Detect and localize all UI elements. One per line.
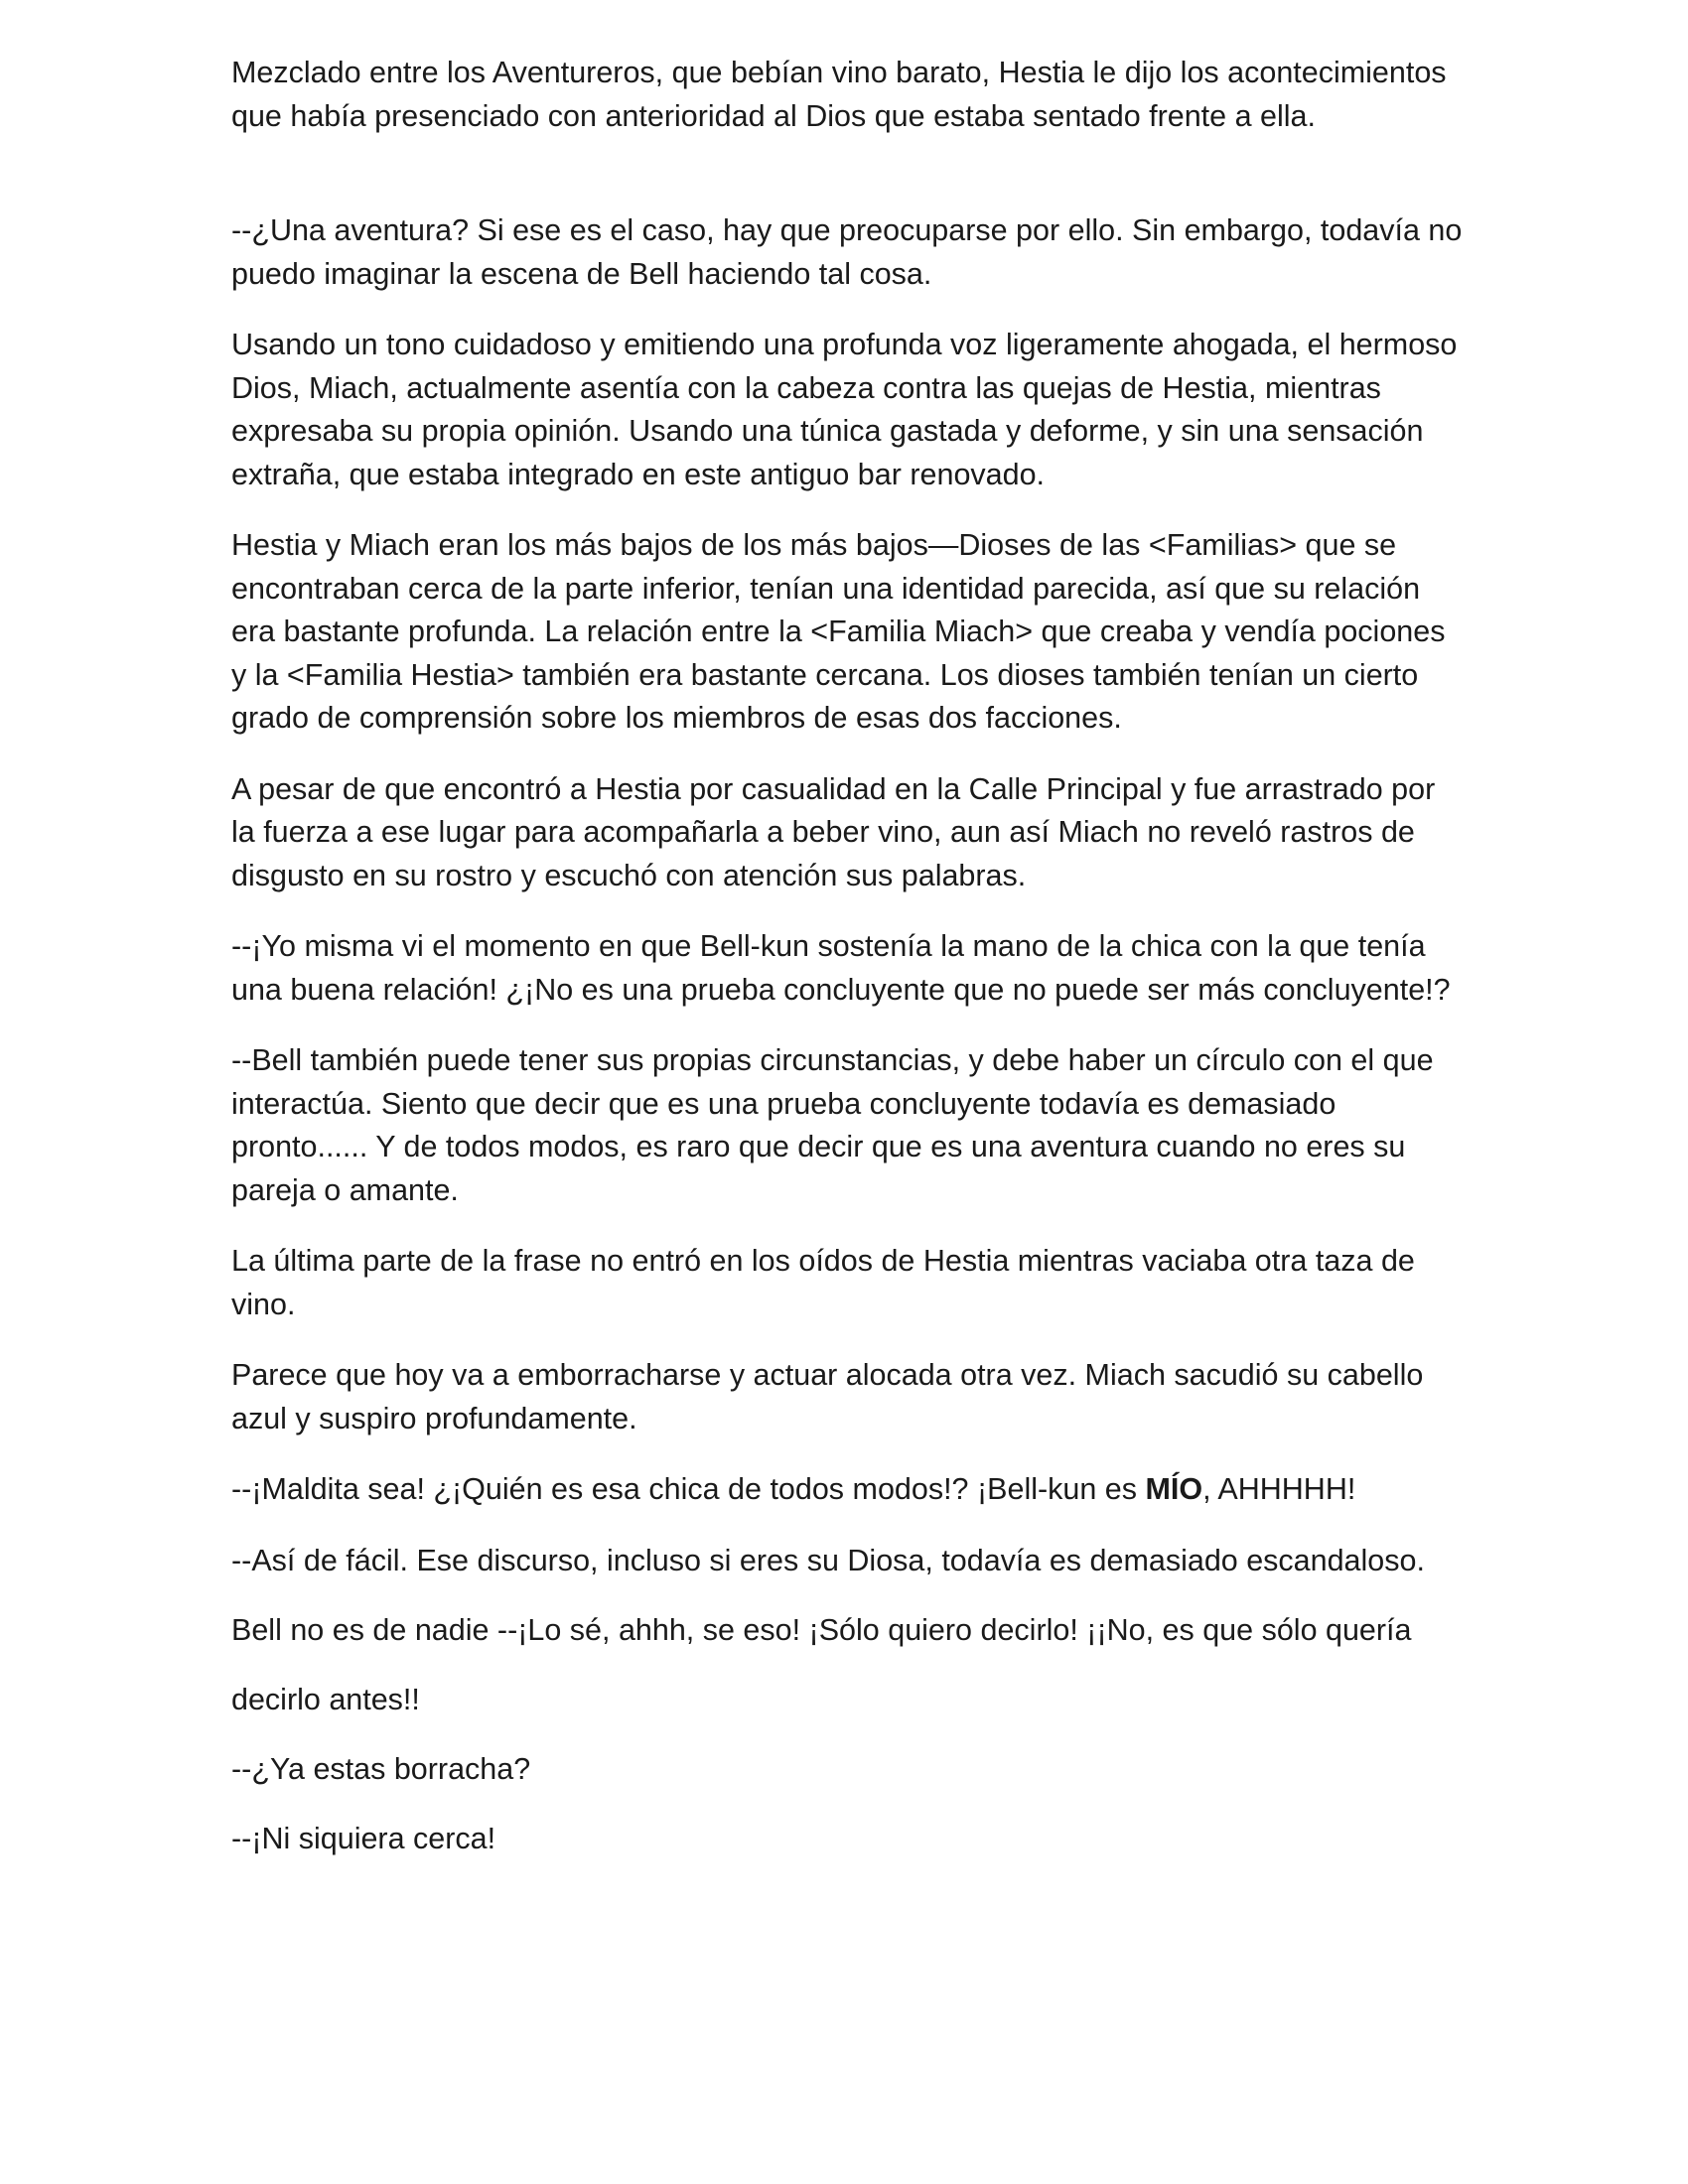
paragraph-8: La última parte de la frase no entró en los oídos de Hestia mientras vaciaba otra taza de vino. [231, 1244, 1415, 1321]
paragraph-7: --Bell también puede tener sus propias circunstancias, y debe haber un círculo con el que interactúa. Siento que decir que es una prueba concluyente todavía es demasiado pronto...... Y de todos modos, es raro que decir que es una aventura cuando no eres su pareja o amante. [231, 1043, 1434, 1207]
paragraph-dialogue-wide: --Así de fácil. Ese discurso, incluso si eres su Diosa, todavía es demasiado escandaloso. Bell no es de nadie --¡Lo sé, ahhh, se eso! ¡Sólo quiero decirlo! ¡¡No, es que sólo quería decirlo antes!! [231, 1543, 1425, 1716]
paragraph-dialogue-end-2: --¡Ni siquiera cerca! [231, 1821, 496, 1855]
exclaim-bold: MÍO [1145, 1472, 1203, 1506]
paragraph-1: Mezclado entre los Aventureros, que bebían vino barato, Hestia le dijo los acontecimientos que había presenciado con anterioridad al Dios que estaba sentado frente a ella. [231, 56, 1447, 133]
paragraph-dialogue-end-1: --¿Ya estas borracha? [231, 1751, 531, 1786]
exclaim-before: --¡Maldita sea! ¿¡Quién es esa chica de todos modos!? ¡Bell-kun es [231, 1472, 1146, 1506]
document-page [231, 52, 1463, 1873]
paragraph-4: Hestia y Miach eran los más bajos de los más bajos—Dioses de las <Familias> que se encontraban cerca de la parte inferior, tenían una identidad parecida, así que su relación era bastante profunda. La relación entre la <Familia Miach> que creaba y vendía pociones y la <Familia Hestia> también era bastante cercana. Los dioses también tenían un cierto grado de comprensión sobre los miembros de esas dos facciones. [231, 528, 1446, 735]
paragraph-2: --¿Una aventura? Si ese es el caso, hay que preocuparse por ello. Sin embargo, todavía no puedo imaginar la escena de Bell haciendo tal cosa. [231, 213, 1463, 291]
paragraph-6: --¡Yo misma vi el momento en que Bell-kun sostenía la mano de la chica con la que tenía una buena relación! ¿¡No es una prueba concluyente que no puede ser más concluyente!? [231, 929, 1451, 1007]
exclaim-after: , AHHHHH! [1202, 1472, 1356, 1506]
paragraph-5: A pesar de que encontró a Hestia por casualidad en la Calle Principal y fue arrastrado por la fuerza a ese lugar para acompañarla a beber vino, aun así Miach no reveló rastros de disgusto en su rostro y escuchó con atención sus palabras. [231, 771, 1436, 892]
paragraph-9: Parece que hoy va a emborracharse y actuar alocada otra vez. Miach sacudió su cabello azul y suspiro profundamente. [231, 1358, 1424, 1435]
paragraph-3: Usando un tono cuidadoso y emitiendo una profunda voz ligeramente ahogada, el hermoso Dios, Miach, actualmente asentía con la cabeza contra las quejas de Hestia, mientras expresaba su propia opinión. Usando una túnica gastada y deforme, y sin una sensación extraña, que estaba integrado en este antiguo bar renovado. [231, 328, 1458, 491]
paragraph-exclaim [231, 1468, 1463, 1512]
